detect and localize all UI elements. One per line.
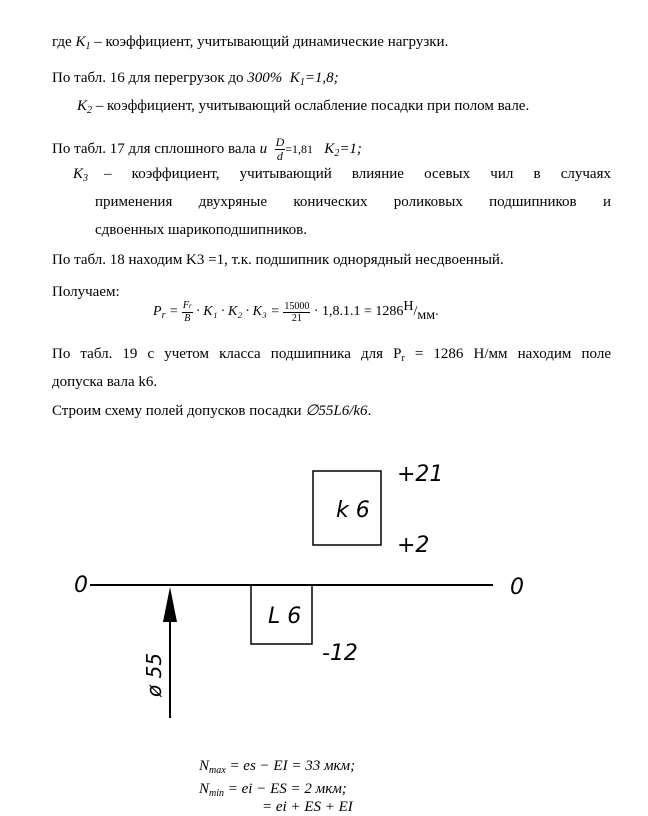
- shaft-lower-deviation: +2: [397, 533, 430, 558]
- text-segment: – коэффициент, учитывающий ослабление посадки при полом вале.: [92, 98, 530, 114]
- formula-pr: $P_r$ = $\frac{Fr}{B}$ · K₁ · K₂ · K₃ = $\frac{15000}{21}$ · 1,8.1.1 = 1286Н/мм.: [153, 299, 439, 324]
- text-segment: – коэффициент, учитывающий динамические нагрузки.: [90, 34, 449, 50]
- fraction-denominator: 21: [291, 312, 302, 324]
- diameter-label: ø 55: [142, 652, 166, 697]
- subscript: r: [161, 310, 166, 322]
- text-line-k3-2: применения двухряные конических роликовых подшипников и: [95, 194, 611, 210]
- subscript: 3: [83, 173, 89, 184]
- percent-value: 300%: [247, 70, 283, 86]
- k-value: =1;: [339, 140, 362, 157]
- symbol-p: P: [153, 304, 162, 320]
- symbol-k: K: [73, 166, 84, 182]
- symbol-k: K: [75, 34, 86, 50]
- text-segment: По табл. 17 для сплошного вала: [52, 140, 260, 157]
- subscript: 2: [334, 147, 340, 159]
- subscript: min: [209, 788, 225, 799]
- fraction-denominator: B: [184, 313, 191, 324]
- subscript: 1: [85, 41, 91, 52]
- symbol-k: K: [289, 70, 300, 86]
- symbol-k: K: [77, 98, 88, 114]
- symbol-n: N: [199, 758, 210, 774]
- hole-lower-deviation: -12: [322, 641, 358, 666]
- subscript: max: [209, 765, 226, 776]
- fraction-denominator: d: [276, 149, 283, 163]
- zero-label-left: 0: [74, 573, 88, 598]
- text-line-table19-2: допуска вала k6.: [52, 374, 158, 390]
- formula-nmax: [199, 758, 355, 776]
- formula-rhs: = es − EI = 33 мкм;: [229, 758, 356, 774]
- symbol-n: N: [199, 781, 210, 797]
- subscript: 2: [87, 105, 93, 116]
- k-value: =1,8;: [304, 70, 339, 86]
- text-line-k3-3: сдвоенных шарикоподшипников.: [95, 222, 307, 238]
- subscript: r: [401, 353, 405, 364]
- fraction-numerator: 15000: [284, 300, 310, 312]
- punctuation: .: [367, 403, 372, 419]
- shaft-label: k 6: [336, 498, 370, 523]
- formula-rhs: = ei − ES = 2 мкм;: [227, 781, 347, 797]
- fraction-numerator: F: [182, 300, 190, 311]
- symbol-u: u: [259, 140, 268, 157]
- text-segment: Строим схему полей допусков посадки: [52, 403, 306, 419]
- text-segment: где: [52, 34, 76, 50]
- shaft-upper-deviation: +21: [397, 462, 444, 487]
- text-line-result: Получаем:: [52, 284, 120, 300]
- text-segment: По табл. 19 с учетом класса подшипника для P: [52, 346, 402, 362]
- formula-middle: · K₁ · K₂ · K₃ =: [196, 304, 280, 320]
- ratio-value: =1,81: [285, 141, 314, 156]
- subscript: r: [189, 302, 192, 310]
- fit-designation: ∅55L6/k6: [305, 403, 368, 419]
- unit-mm: мм: [417, 308, 436, 324]
- fraction-numerator: D: [275, 135, 285, 149]
- punctuation: .: [435, 304, 439, 320]
- formula-nmin: [199, 781, 347, 799]
- formula-cut-off: = ei + ES + EI: [262, 799, 353, 815]
- text-line-k3-1: – коэффициент, учитывающий влияние осевых чил в случаях: [104, 166, 611, 182]
- text-segment: = 1286 Н/мм находим поле: [404, 346, 611, 362]
- text-line-table18: По табл. 18 находим K3 =1, т.к. подшипник однорядный несдвоенный.: [52, 252, 504, 268]
- unit-newton: Н: [403, 299, 414, 315]
- zero-label-right: 0: [510, 575, 524, 600]
- hole-label: L 6: [268, 604, 302, 629]
- text-segment: По табл. 16 для перегрузок до: [52, 70, 248, 86]
- formula-tail: · 1,8.1.1 = 1286: [313, 304, 404, 320]
- symbol-k: K: [324, 140, 335, 157]
- diameter-arrow-head: [163, 587, 177, 622]
- subscript: 1: [299, 77, 305, 88]
